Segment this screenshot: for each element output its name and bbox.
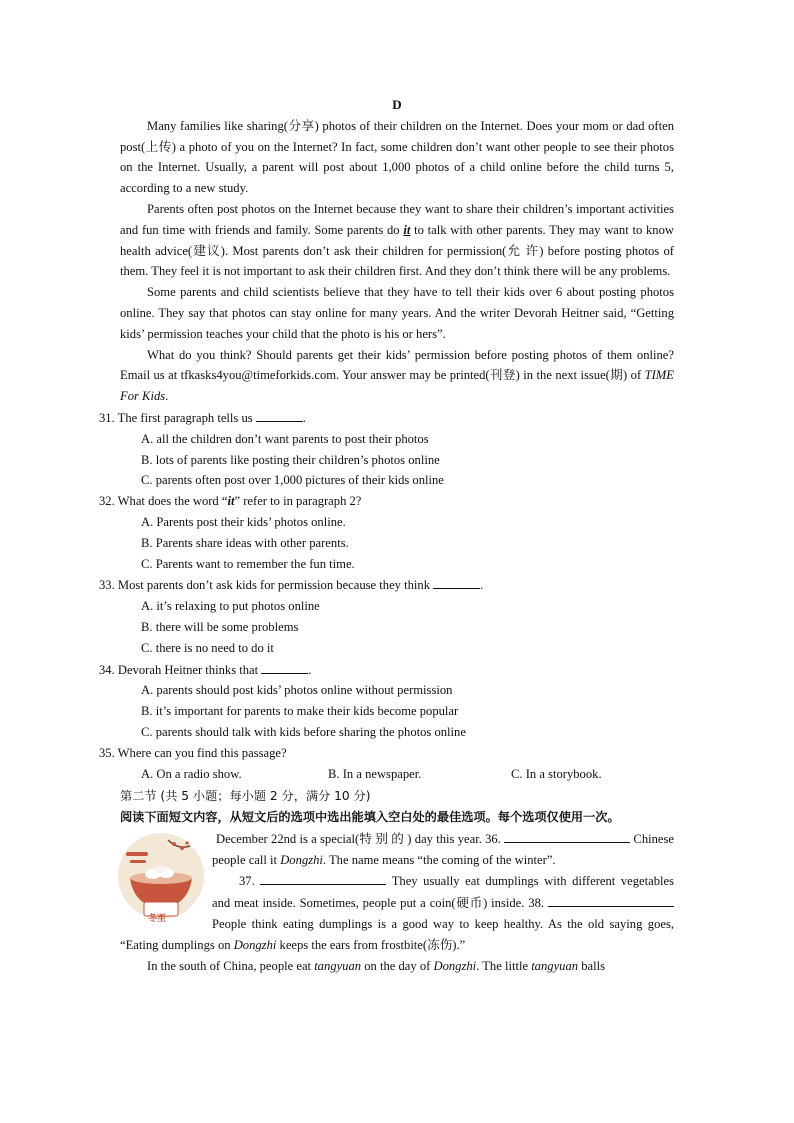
paragraph-4 (120, 345, 674, 407)
option-33-c[interactable]: C. there is no need to do it (141, 640, 274, 655)
option-32-a[interactable]: A. Parents post their kids’ photos online. (141, 514, 346, 529)
term-tangyuan: tangyuan (314, 958, 362, 973)
cloze-text: December 22nd is a special(特 别 的 ) day this year. 36. (216, 831, 505, 846)
option-35-b[interactable]: B. In a newspaper. (328, 766, 422, 781)
paragraph-2 (120, 199, 674, 282)
term-dongzhi: Dongzhi (280, 852, 323, 867)
cloze-text: They usually eat dumplings with different vegetables and meat inside. Sometimes, people put a coin(硬币) inside. 38. (212, 874, 675, 911)
question-31 (99, 407, 674, 429)
option-32-c[interactable]: C. Parents want to remember the fun time. (141, 556, 355, 571)
option-35-a[interactable]: A. On a radio show. (141, 766, 242, 781)
cloze-text: . The little (476, 958, 532, 973)
question-stem-end: . (302, 410, 306, 425)
paragraph-1: Many families like sharing(分享) photos of their children on the Internet. Does your mom or dad often post(上传) a photo of you on the Internet? In fact, some children don’t want other people to see their photos on the Internet. Usually, a parent will post about 1,000 photos of a child online before the child turns 5, according to a new study. (120, 118, 674, 196)
cloze-text: on the day of (361, 958, 434, 973)
option-34-c[interactable]: C. parents should talk with kids before sharing the photos online (141, 724, 466, 739)
option-33-a[interactable]: A. it’s relaxing to put photos online (141, 599, 320, 614)
cloze-text: balls (578, 958, 605, 973)
cloze-text: keeps the ears from frostbite(冻伤).” (276, 937, 466, 952)
question-33 (99, 574, 674, 596)
question-stem: 34. Devorah Heitner thinks that (99, 662, 262, 677)
exam-page (99, 95, 675, 976)
option-34-b[interactable]: B. it’s important for parents to make their kids become popular (141, 704, 459, 719)
answer-blank[interactable] (256, 407, 303, 422)
option-31-b[interactable]: B. lots of parents like posting their children’s photos online (141, 452, 440, 467)
question-35 (99, 743, 674, 764)
option-34-a[interactable]: A. parents should post kids’ photos online without permission (141, 683, 453, 698)
cloze-text: In the south of China, people eat (147, 958, 315, 973)
paragraph-2-text-a: Parents often post photos on the Internet because they want to share their children’s important activities and fun time with friends and family. Some parents do (120, 201, 674, 237)
section-2-instruction: 阅读下面短文内容，从短文后的选项中选出能填入空白处的最佳选项。每个选项仅使用一次。 (120, 810, 620, 825)
question-35-options (120, 764, 674, 785)
question-keyword: it (227, 494, 235, 509)
question-stem: 32. What does the word “ (99, 494, 228, 509)
answer-blank-37[interactable] (260, 870, 386, 885)
answer-blank[interactable] (261, 659, 308, 674)
paragraph-4-text: What do you think? Should parents get their kids’ permission before posting photos of them online? Email us at tfkasks4you@timeforkids.com. Your answer may be printed(刊登) in the next issue(期) of (120, 347, 674, 383)
paragraph-3: Some parents and child scientists believe that they have to tell their kids over 6 about posting photos online. They say that photos can stay online for many years. And the writer Devorah Heitner said, “Getting kids’ permission teaches your child that the photo is his or hers”. (120, 285, 674, 341)
question-34 (99, 659, 674, 681)
cloze-text: 37. (239, 874, 261, 889)
cloze-text: People think eating dumplings is a good way to keep healthy. As the old saying goes, “Eating dumplings on (120, 917, 674, 952)
passage-label: D (392, 97, 402, 112)
question-stem: 33. Most parents don’t ask kids for permission because they think (99, 578, 434, 593)
option-31-a[interactable]: A. all the children don’t want parents to post their photos (141, 431, 429, 446)
option-33-b[interactable]: B. there will be some problems (141, 619, 299, 634)
question-stem-end: ” refer to in paragraph 2? (234, 494, 362, 509)
question-stem-end: . (480, 578, 484, 593)
option-35-c[interactable]: C. In a storybook. (511, 766, 602, 781)
dongzhi-illustration (116, 830, 206, 922)
question-stem: 35. Where can you find this passage? (99, 745, 287, 760)
option-32-b[interactable]: B. Parents share ideas with other parents. (141, 535, 349, 550)
section-2-heading: 第二节 (共 5 小题；每小题 2 分，满分 10 分) (120, 789, 371, 804)
term-dongzhi: Dongzhi (233, 937, 277, 952)
question-32 (99, 491, 674, 512)
question-stem: 31. The first paragraph tells us (99, 410, 256, 425)
option-31-c[interactable]: C. parents often post over 1,000 pictures of their kids online (141, 473, 444, 488)
magazine-name: TIME For Kids (120, 368, 674, 404)
answer-blank-36[interactable] (504, 828, 630, 843)
cloze-text: Chinese people call it (212, 831, 674, 867)
cloze-text: . The name means “the coming of the winter”. (322, 852, 556, 867)
term-tangyuan: tangyuan (531, 958, 579, 973)
answer-blank[interactable] (433, 574, 480, 589)
term-dongzhi: Dongzhi (433, 958, 477, 973)
paragraph-2-text-b: to talk with other parents. They may want to know health advice(建议). Most parents don’t ask their children for permission(允 许) before posting photos of them. They feel it is not important to ask their children first. And they don’t think there will be any problems. (120, 222, 674, 279)
illustration-badge-label: 冬至 (148, 913, 167, 924)
answer-blank-38[interactable] (548, 892, 674, 907)
paragraph-4-end: . (165, 389, 169, 404)
highlighted-word-it: it (403, 222, 411, 237)
question-stem-end: . (308, 662, 312, 677)
cloze-passage (120, 828, 674, 977)
